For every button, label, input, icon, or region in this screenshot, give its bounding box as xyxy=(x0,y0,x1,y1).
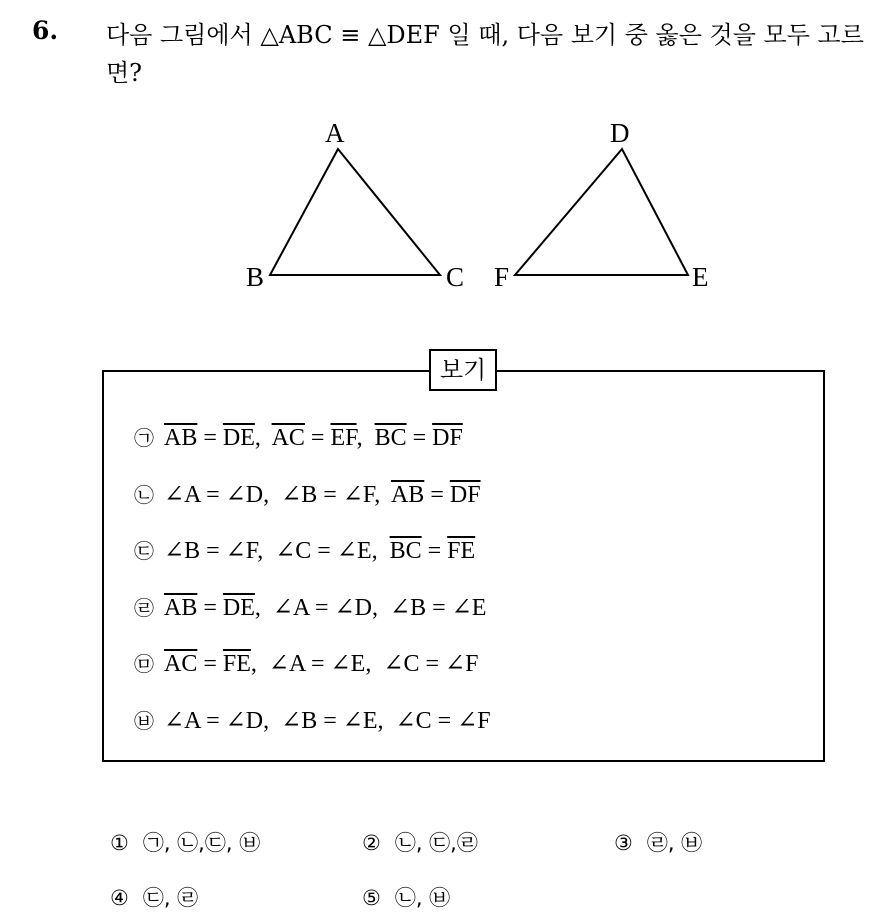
statement-text: , ∠A = ∠E, ∠C = ∠F xyxy=(250,651,479,677)
statement-text: = xyxy=(304,425,331,451)
segment-text: $\overline{AC}$ xyxy=(164,651,198,677)
vertex-label-c: C xyxy=(446,262,465,292)
bogi-item-marker: ㉠ xyxy=(134,426,154,450)
choice-number: ⑤ xyxy=(362,886,381,910)
choice-text: ㉣, ㉥ xyxy=(646,831,703,855)
statement-text: ∠A = ∠D, ∠B = ∠E, ∠C = ∠F xyxy=(164,708,491,734)
segment-text: $\overline{DF}$ xyxy=(449,482,481,508)
segment-text: $\overline{BC}$ xyxy=(389,538,422,564)
answer-choice[interactable] xyxy=(614,827,702,859)
statement-text: = xyxy=(424,482,450,508)
choice-text: ㉡, ㉥ xyxy=(394,886,451,910)
vertex-label-d: D xyxy=(610,118,630,148)
bogi-item-marker: ㉢ xyxy=(134,539,154,563)
choice-text: ㉢, ㉣ xyxy=(142,886,199,910)
statement-text: = xyxy=(406,425,433,451)
bogi-item xyxy=(134,591,486,625)
segment-text: $\overline{AB}$ xyxy=(390,482,425,508)
statement-text: , xyxy=(254,425,272,451)
triangle-def xyxy=(515,149,688,275)
segment-text: $\overline{AB}$ xyxy=(164,425,198,451)
bogi-item xyxy=(134,647,478,681)
vertex-label-b: B xyxy=(246,262,265,292)
choice-number: ① xyxy=(110,831,129,855)
statement-text: = xyxy=(197,595,223,621)
statement-text: = xyxy=(197,425,223,451)
segment-text: $\overline{EF}$ xyxy=(330,425,357,451)
statement-text: , ∠A = ∠D, ∠B = ∠E xyxy=(254,595,487,621)
vertex-label-e: E xyxy=(692,262,709,292)
bogi-item xyxy=(134,421,463,455)
segment-text: $\overline{DF}$ xyxy=(432,425,463,451)
triangle-figure xyxy=(0,0,884,320)
question-text: 다음 그림에서 △ABC ≡ △DEF 일 때, 다음 보기 중 옳은 것을 모두 고르면? xyxy=(106,21,864,87)
bogi-item-marker: ㉤ xyxy=(134,652,154,676)
bogi-label: 보기 xyxy=(429,349,497,391)
segment-text: $\overline{DE}$ xyxy=(222,425,255,451)
segment-text: $\overline{BC}$ xyxy=(374,425,407,451)
statement-text: , xyxy=(356,425,375,451)
choice-text: ㉠, ㉡,㉢, ㉥ xyxy=(142,831,261,855)
statement-text: ∠B = ∠F, ∠C = ∠E, xyxy=(164,538,390,564)
choice-number: ③ xyxy=(614,831,633,855)
vertex-label-f: F xyxy=(494,262,510,292)
question-number: 6. xyxy=(32,16,59,45)
statement-text: = xyxy=(197,651,223,677)
segment-text: $\overline{AB}$ xyxy=(164,595,198,621)
choice-number: ④ xyxy=(110,886,129,910)
bogi-item-marker: ㉥ xyxy=(134,709,154,733)
segment-text: $\overline{AC}$ xyxy=(271,425,305,451)
choice-text: ㉡, ㉢,㉣ xyxy=(394,831,478,855)
bogi-item xyxy=(134,534,475,568)
answer-choice[interactable] xyxy=(110,882,198,914)
statement-text: ∠A = ∠D, ∠B = ∠F, xyxy=(164,482,391,508)
bogi-item xyxy=(134,704,491,738)
answer-choice[interactable] xyxy=(362,827,478,859)
choice-number: ② xyxy=(362,831,381,855)
answer-choice[interactable] xyxy=(362,882,450,914)
triangle-abc xyxy=(270,149,440,275)
bogi-item-marker: ㉡ xyxy=(134,483,154,507)
statement-text: = xyxy=(421,538,448,564)
vertex-label-a: A xyxy=(325,118,345,148)
bogi-item-marker: ㉣ xyxy=(134,596,154,620)
answer-choice[interactable] xyxy=(110,827,260,859)
segment-text: $\overline{FE}$ xyxy=(222,651,251,677)
segment-text: $\overline{FE}$ xyxy=(447,538,476,564)
bogi-item xyxy=(134,478,481,512)
segment-text: $\overline{DE}$ xyxy=(222,595,255,621)
